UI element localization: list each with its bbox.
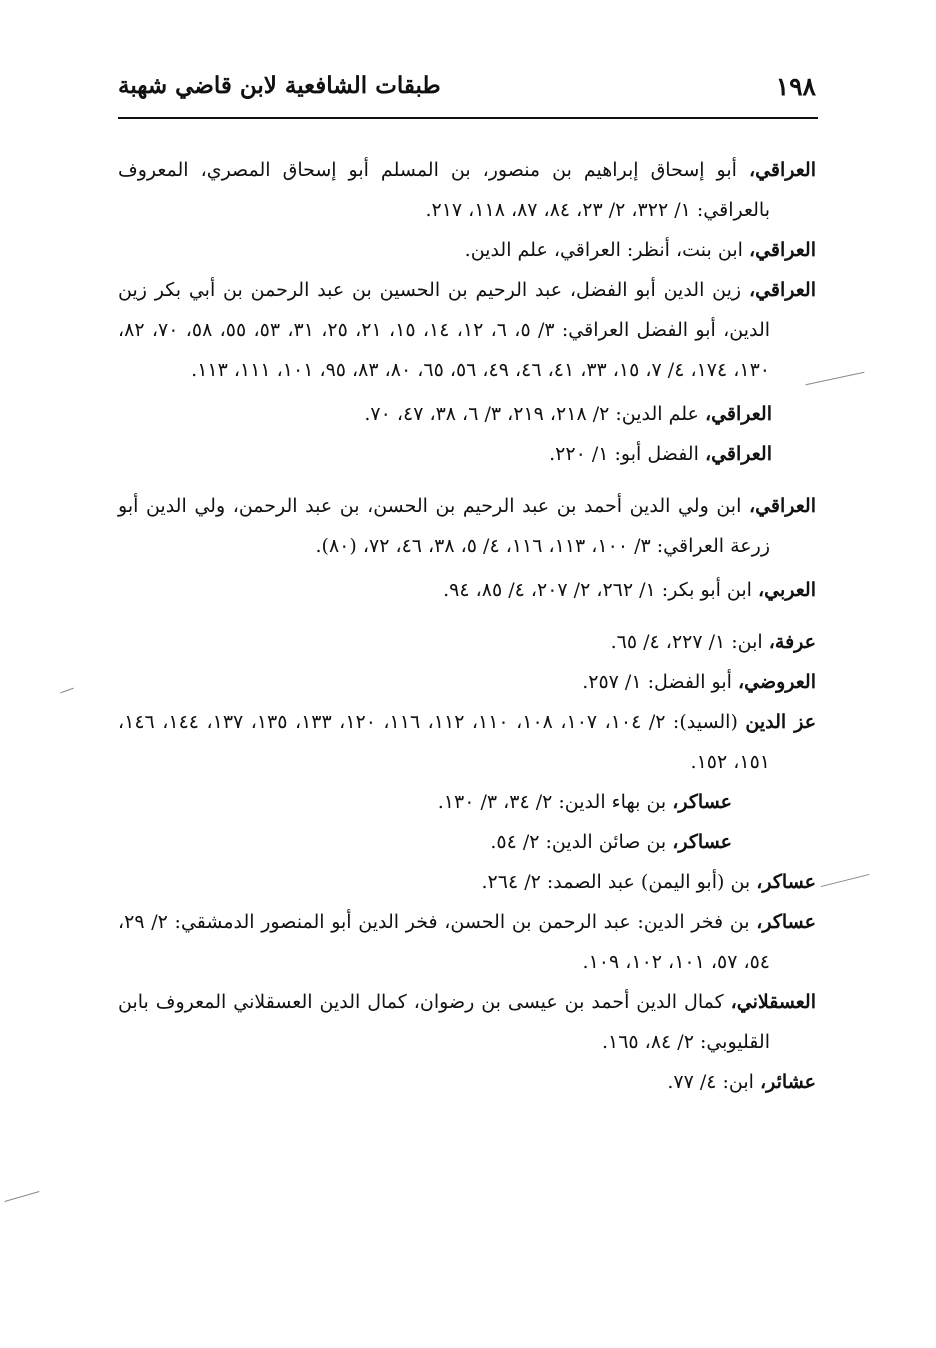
page-header — [118, 60, 818, 116]
index-entry — [118, 486, 816, 566]
index-entry — [118, 662, 816, 702]
scan-mark — [60, 688, 73, 694]
spacer — [118, 474, 816, 486]
entry-head: العراقي، — [748, 159, 816, 181]
index-entry — [118, 570, 816, 610]
entry-text: بن بهاء الدين: ٢/ ٣٤، ٣/ ١٣٠. — [437, 791, 667, 813]
entry-head: عساكر، — [756, 911, 816, 933]
entry-text: (السيد): ٢/ ١٠٤، ١٠٧، ١٠٨، ١١٠، ١١٢، ١١٦، ١٢٠، ١٣٣، ١٣٥، ١٣٧، ١٤٤، ١٤٦، ١٥١، ١٥٢. — [118, 711, 770, 773]
entry-head: عز الدين — [745, 711, 817, 733]
entry-text: زين الدين أبو الفضل، عبد الرحيم بن الحسين بن عبد الرحمن بن أبي بكر زين الدين، أبو الفضل العراقي: ٣/ ٥، ٦، ١٢، ١٤، ١٥، ٢١، ٢٥، ٣١، ٥٣، ٥٥، ٥٨، ٧٠، ٨٢، ١٣٠، ١٧٤، ٤/ ٧، ١٥، ٣٣، ٤١، ٤٦، ٤٩، ٥٦، ٦٥، ٨٠، ٨٣، ٩٥، ١٠١، ١١١، ١١٣. — [118, 279, 771, 381]
entry-text: بن صائن الدين: ٢/ ٥٤. — [490, 831, 667, 853]
index-entry — [118, 394, 772, 434]
entry-text: ابن: ١/ ٢٢٧، ٤/ ٦٥. — [610, 631, 763, 653]
index-entry — [118, 230, 816, 270]
entry-head: العراقي، — [748, 239, 816, 261]
entry-text: أبو إسحاق إبراهيم بن منصور، بن المسلم أبو إسحاق المصري، المعروف بالعراقي: ١/ ٣٢٢، ٢/ ٢٣، ٨٤، ٨٧، ١١٨، ٢١٧. — [118, 159, 770, 221]
index-entry — [118, 902, 816, 982]
entry-text: الفضل أبو: ١/ ٢٢٠. — [549, 443, 699, 465]
index-entries — [118, 150, 816, 1102]
entry-head: العراقي، — [748, 495, 816, 517]
index-entry — [118, 982, 816, 1062]
index-entry — [118, 150, 816, 230]
index-entry — [118, 862, 816, 902]
index-entry — [118, 822, 732, 862]
index-entry — [118, 434, 772, 474]
index-entry — [118, 1062, 816, 1102]
entry-text: كمال الدين أحمد بن عيسى بن رضوان، كمال الدين العسقلاني المعروف بابن القليوبي: ٢/ ٨٤، ١٦٥. — [118, 991, 770, 1053]
entry-text: علم الدين: ٢/ ٢١٨، ٢١٩، ٣/ ٦، ٣٨، ٤٧، ٧٠. — [364, 403, 699, 425]
entry-head: العراقي، — [704, 443, 772, 465]
entry-head: العراقي، — [748, 279, 816, 301]
entry-head: عساكر، — [756, 871, 816, 893]
entry-text: بن (أبو اليمن) عبد الصمد: ٢/ ٢٦٤. — [481, 871, 751, 893]
scan-mark — [5, 1191, 40, 1202]
index-entry — [118, 782, 732, 822]
spacer — [118, 610, 816, 622]
entry-head: عشائر، — [760, 1071, 816, 1093]
entry-head: عرفة، — [768, 631, 816, 653]
entry-text: بن فخر الدين: عبد الرحمن بن الحسن، فخر الدين أبو المنصور الدمشقي: ٢/ ٢٩، ٥٤، ٥٧، ١٠١، ١٠٢، ١٠٩. — [118, 911, 770, 973]
entry-text: ابن أبو بكر: ١/ ٢٦٢، ٢/ ٢٠٧، ٤/ ٨٥، ٩٤. — [443, 579, 752, 601]
running-title: طبقات الشافعية لابن قاضي شهبة — [118, 72, 441, 99]
entry-text: ابن بنت، أنظر: العراقي، علم الدين. — [464, 239, 743, 261]
index-entry — [118, 622, 816, 662]
entry-text: أبو الفضل: ١/ ٢٥٧. — [582, 671, 732, 693]
entry-head: العربي، — [758, 579, 816, 601]
page-number: ١٩٨ — [775, 72, 816, 101]
entry-head: العسقلاني، — [730, 991, 816, 1013]
header-rule — [118, 117, 818, 119]
scan-mark — [821, 874, 870, 887]
entry-head: عساكر، — [672, 791, 732, 813]
index-entry — [118, 270, 816, 390]
entry-text: ابن: ٤/ ٧٧. — [667, 1071, 754, 1093]
entry-text: ابن ولي الدين أحمد بن عبد الرحيم بن الحسن، بن عبد الرحمن، ولي الدين أبو زرعة العراقي: ٣/ ١٠٠، ١١٣، ١١٦، ٤/ ٥، ٣٨، ٤٦، ٧٢، (٨٠). — [118, 495, 770, 557]
entry-head: العراقي، — [704, 403, 772, 425]
entry-head: العروضي، — [738, 671, 816, 693]
index-entry — [118, 702, 816, 782]
entry-head: عساكر، — [672, 831, 732, 853]
